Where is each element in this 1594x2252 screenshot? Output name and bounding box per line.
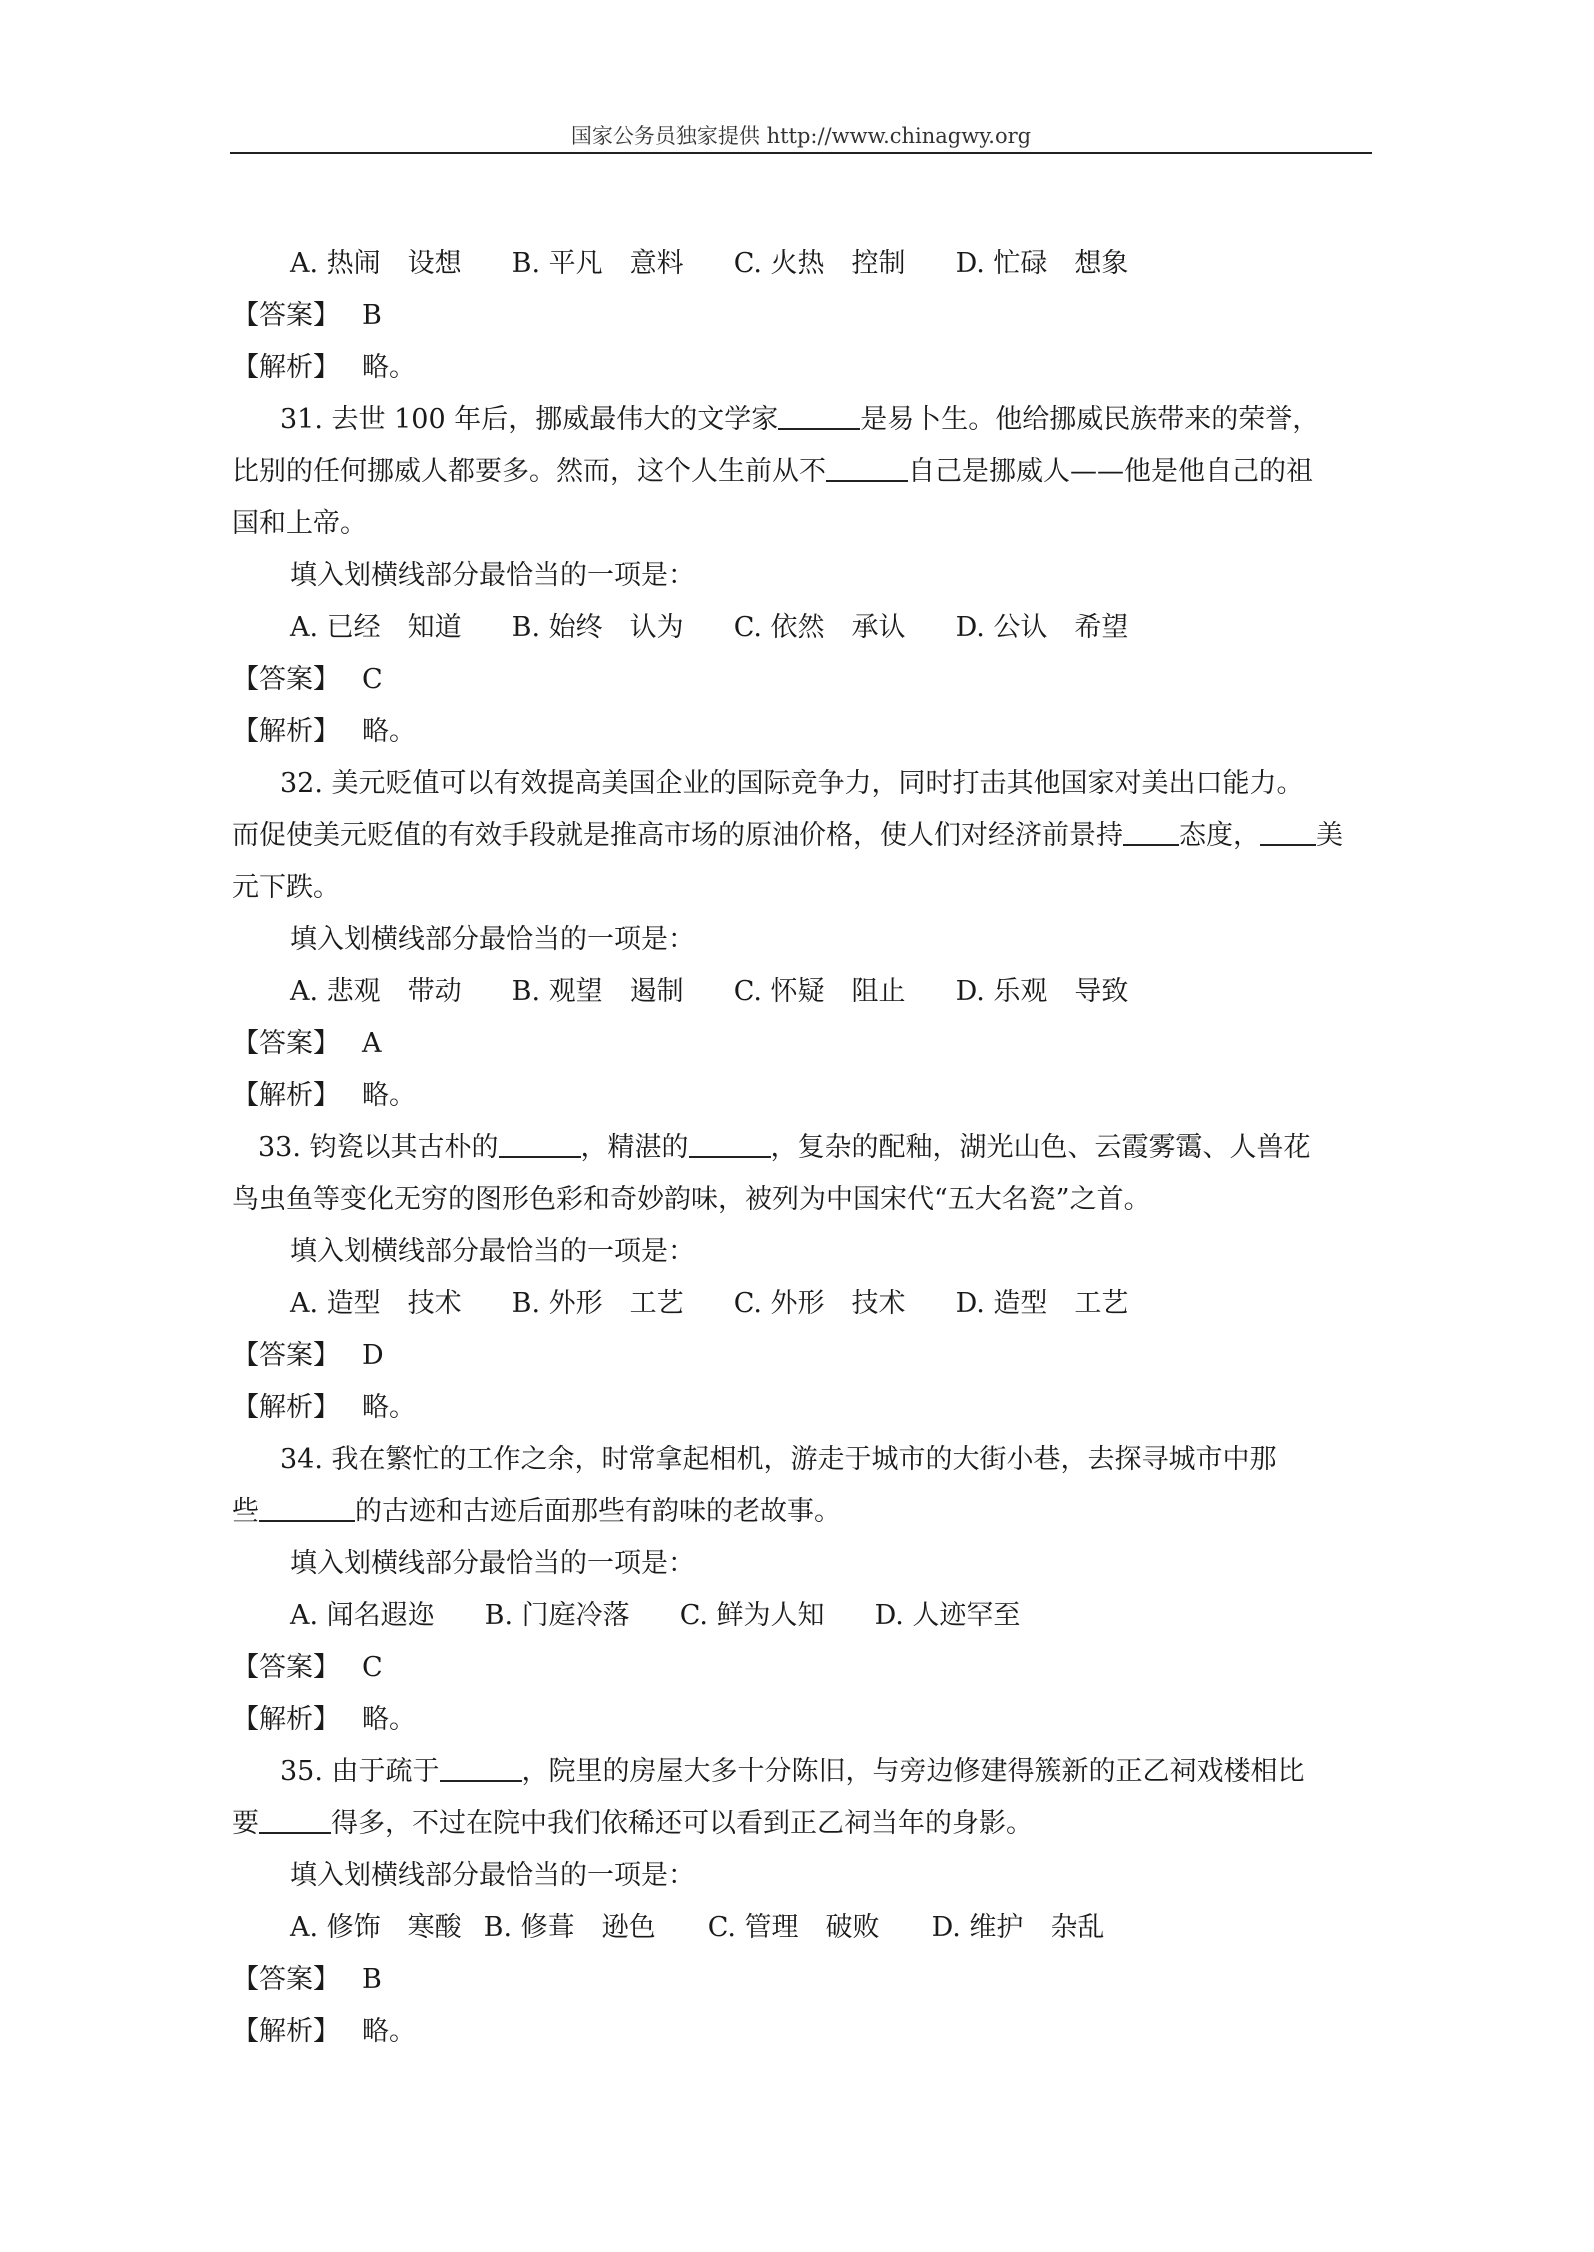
q30-options <box>232 238 1372 290</box>
text: 态度， <box>1179 820 1260 851</box>
q33-options <box>232 1278 1372 1330</box>
option-c: C. 依然 承认 <box>733 612 906 643</box>
option-a: A. 已经 知道 <box>290 612 462 643</box>
text: ，院里的房屋大多十分陈旧，与旁边修建得簇新的正乙祠戏楼相比 <box>521 1756 1305 1787</box>
answer-tag: 【答案】 <box>232 1028 340 1059</box>
blank-line <box>778 404 860 430</box>
option-a: A. 造型 技术 <box>290 1288 462 1319</box>
text: 33. 钧瓷以其古朴的 <box>258 1132 499 1163</box>
answer-tag: 【答案】 <box>232 664 340 695</box>
answer-value: D <box>362 1340 384 1371</box>
option-a: A. 闻名遐迩 <box>290 1600 435 1631</box>
text: 要 <box>232 1808 259 1839</box>
q34-prompt: 填入划横线部分最恰当的一项是： <box>290 1548 695 1579</box>
blank-line <box>689 1132 771 1158</box>
analysis-tag: 【解析】 <box>232 352 340 383</box>
q32-stem-line2 <box>232 810 1372 862</box>
text: 比别的任何挪威人都要多。然而，这个人生前从不 <box>232 456 826 487</box>
blank-line <box>826 456 908 482</box>
q35-options <box>232 1902 1372 1954</box>
option-b: B. 门庭冷落 <box>484 1600 630 1631</box>
q33-stem-line2: 鸟虫鱼等变化无穷的图形色彩和奇妙韵味，被列为中国宋代“五大名瓷”之首。 <box>232 1184 1151 1215</box>
analysis-value: 略。 <box>362 1080 416 1111</box>
q31-stem-line3: 国和上帝。 <box>232 508 367 539</box>
header-divider <box>230 152 1372 154</box>
q35-answer <box>232 1954 1372 2006</box>
q33-answer <box>232 1330 1372 1382</box>
text: 自己是挪威人——他是他自己的祖 <box>908 456 1313 487</box>
option-a: A. 修饰 寒酸 <box>290 1912 462 1943</box>
analysis-value: 略。 <box>362 1704 416 1735</box>
option-d: D. 忙碌 想象 <box>955 248 1129 279</box>
analysis-value: 略。 <box>362 716 416 747</box>
q31-stem-line1 <box>232 394 1372 446</box>
option-c: C. 怀疑 阻止 <box>733 976 906 1007</box>
q31-analysis <box>232 706 1372 758</box>
q31-answer <box>232 654 1372 706</box>
q35-prompt: 填入划横线部分最恰当的一项是： <box>290 1860 695 1891</box>
option-c: C. 鲜为人知 <box>679 1600 825 1631</box>
option-d: D. 人迹罕至 <box>874 1600 1021 1631</box>
option-b: B. 外形 工艺 <box>511 1288 684 1319</box>
answer-tag: 【答案】 <box>232 1652 340 1683</box>
text: 31. 去世 100 年后，挪威最伟大的文学家 <box>280 404 779 435</box>
text: ，精湛的 <box>580 1132 689 1163</box>
q31-options <box>232 602 1372 654</box>
option-b: B. 平凡 意料 <box>511 248 684 279</box>
blank-line <box>1123 820 1179 846</box>
blank-line <box>1260 820 1316 846</box>
q31-prompt: 填入划横线部分最恰当的一项是： <box>290 560 695 591</box>
option-d: D. 乐观 导致 <box>955 976 1129 1007</box>
option-a: A. 悲观 带动 <box>290 976 462 1007</box>
option-c: C. 火热 控制 <box>733 248 906 279</box>
q33-prompt: 填入划横线部分最恰当的一项是： <box>290 1236 695 1267</box>
q32-analysis <box>232 1070 1372 1122</box>
answer-value: C <box>362 664 383 695</box>
q34-answer <box>232 1642 1372 1694</box>
text: 的古迹和古迹后面那些有韵味的老故事。 <box>355 1496 841 1527</box>
analysis-value: 略。 <box>362 1392 416 1423</box>
option-c: C. 外形 技术 <box>733 1288 906 1319</box>
answer-value: B <box>362 1964 382 1995</box>
analysis-tag: 【解析】 <box>232 1704 340 1735</box>
q31-stem-line2 <box>232 446 1372 498</box>
q32-prompt: 填入划横线部分最恰当的一项是： <box>290 924 695 955</box>
page-header: 国家公务员独家提供 http://www.chinagwy.org <box>570 124 1032 148</box>
q32-options <box>232 966 1372 1018</box>
option-d: D. 公认 希望 <box>955 612 1129 643</box>
q35-stem-line2 <box>232 1798 1372 1850</box>
q30-analysis <box>232 342 1372 394</box>
text: 是易卜生。他给挪威民族带来的荣誉， <box>860 404 1320 435</box>
analysis-tag: 【解析】 <box>232 1080 340 1111</box>
q34-options <box>232 1590 1372 1642</box>
option-d: D. 维护 杂乱 <box>931 1912 1105 1943</box>
answer-value: B <box>362 300 382 331</box>
text: 35. 由于疏于 <box>280 1756 440 1787</box>
document-body <box>232 238 1372 2058</box>
option-a: A. 热闹 设想 <box>290 248 462 279</box>
answer-value: C <box>362 1652 383 1683</box>
blank-line <box>440 1756 522 1782</box>
text: 些 <box>232 1496 259 1527</box>
analysis-tag: 【解析】 <box>232 716 340 747</box>
blank-line <box>259 1808 331 1834</box>
blank-line <box>499 1132 581 1158</box>
analysis-tag: 【解析】 <box>232 2016 340 2047</box>
text: 美 <box>1316 820 1343 851</box>
analysis-value: 略。 <box>362 2016 416 2047</box>
q30-answer <box>232 290 1372 342</box>
answer-tag: 【答案】 <box>232 1964 340 1995</box>
analysis-tag: 【解析】 <box>232 1392 340 1423</box>
q33-stem-line1 <box>232 1122 1372 1174</box>
text: 而促使美元贬值的有效手段就是推高市场的原油价格，使人们对经济前景持 <box>232 820 1123 851</box>
option-b: B. 修葺 逊色 <box>483 1912 656 1943</box>
q35-stem-line1 <box>232 1746 1372 1798</box>
q35-analysis <box>232 2006 1372 2058</box>
answer-tag: 【答案】 <box>232 300 340 331</box>
blank-line <box>259 1496 355 1522</box>
q33-analysis <box>232 1382 1372 1434</box>
q34-analysis <box>232 1694 1372 1746</box>
text: ，复杂的配釉，湖光山色、云霞雾霭、人兽花 <box>770 1132 1311 1163</box>
option-c: C. 管理 破败 <box>707 1912 880 1943</box>
text: 得多，不过在院中我们依稀还可以看到正乙祠当年的身影。 <box>331 1808 1033 1839</box>
answer-value: A <box>362 1028 382 1059</box>
answer-tag: 【答案】 <box>232 1340 340 1371</box>
q32-stem-line3: 元下跌。 <box>232 872 340 903</box>
analysis-value: 略。 <box>362 352 416 383</box>
option-d: D. 造型 工艺 <box>955 1288 1129 1319</box>
q34-stem-line1: 34. 我在繁忙的工作之余，时常拿起相机，游走于城市的大街小巷，去探寻城市中那 <box>280 1444 1277 1475</box>
q34-stem-line2 <box>232 1486 1372 1538</box>
option-b: B. 观望 遏制 <box>511 976 684 1007</box>
q32-answer <box>232 1018 1372 1070</box>
option-b: B. 始终 认为 <box>511 612 684 643</box>
q32-stem-line1: 32. 美元贬值可以有效提高美国企业的国际竞争力，同时打击其他国家对美出口能力。 <box>280 768 1304 799</box>
